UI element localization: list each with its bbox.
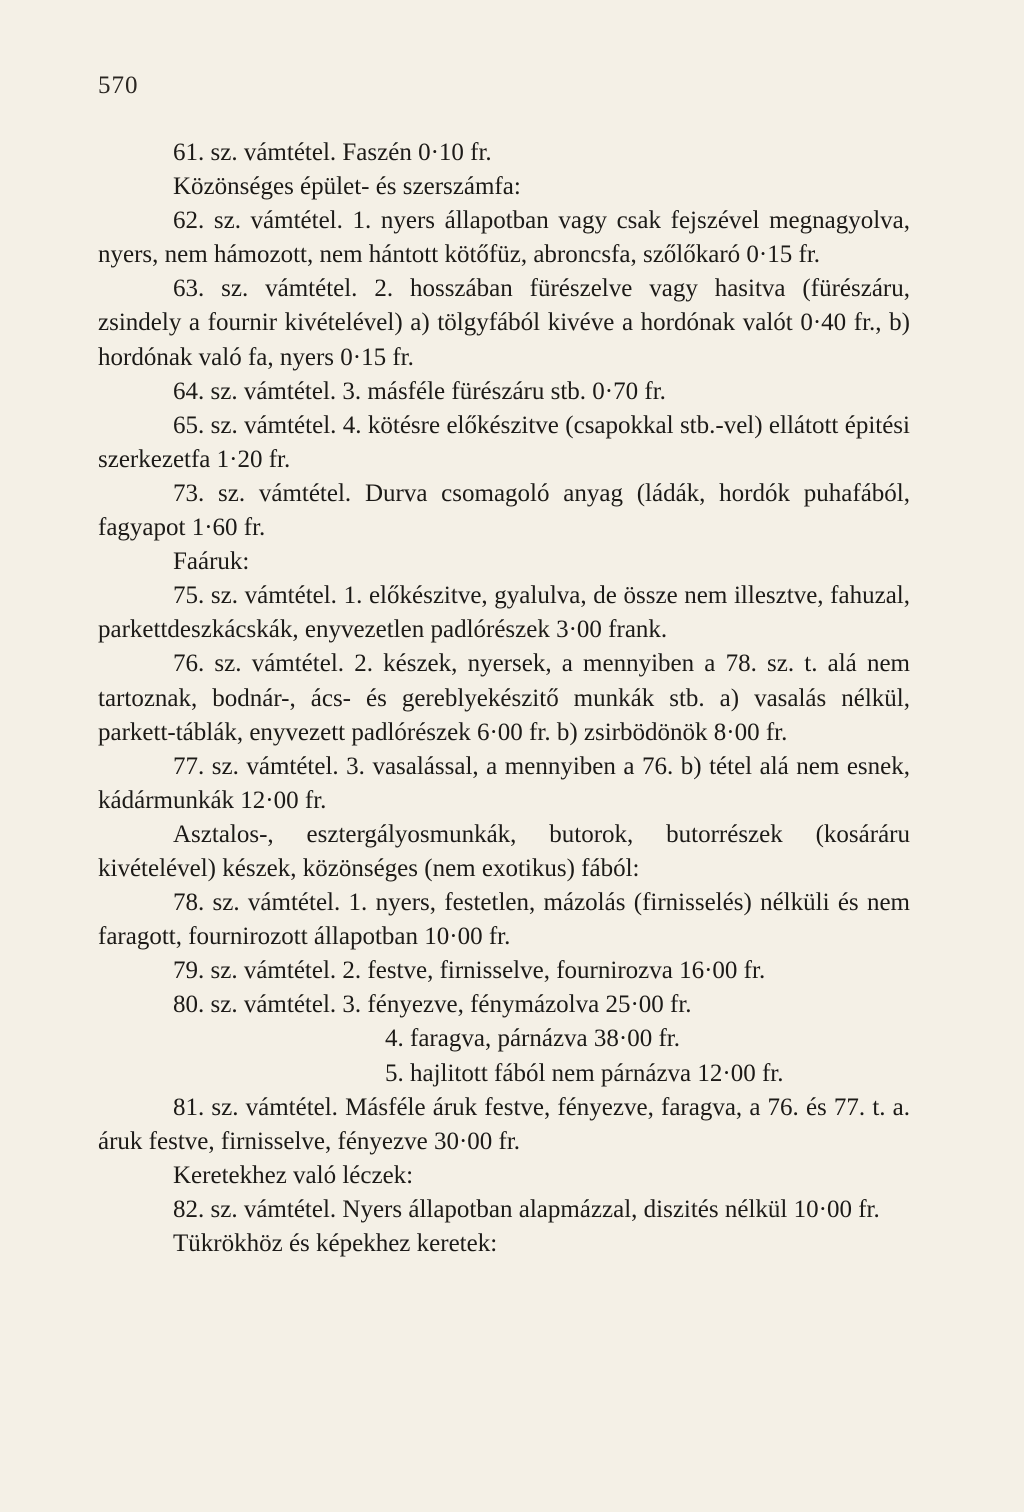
tariff-item-82: 82. sz. vámtétel. Nyers állapotban alapmázzal, diszités nélkül 10·00 fr. <box>173 1195 880 1223</box>
tariff-item-63: 63. sz. vámtétel. 2. hosszában fürészelve vagy hasitva (fürészáru, zsindely a fournir kivételével) a) tölgyfából kivéve a hordónak valót 0·40 fr., b) hordónak való fa, nyers 0·15 fr. <box>98 275 910 371</box>
document-body <box>98 136 910 1261</box>
tariff-item-80-sub-5: 5. hajlitott fából nem párnázva 12·00 fr. <box>385 1059 784 1087</box>
section-heading-building-timber: Közönséges épület- és szerszámfa: <box>173 173 521 201</box>
tariff-item-78: 78. sz. vámtétel. 1. nyers, festetlen, mázolás (firnisselés) nélküli és nem faragott, fournirozott állapotban 10·00 fr. <box>98 889 910 951</box>
page-number: 570 <box>98 72 139 99</box>
tariff-item-62: 62. sz. vámtétel. 1. nyers állapotban vagy csak fejszével megnagyolva, nyers, nem hámozott, nem hántott kötőfüz, abroncsfa, szőlőkaró 0·15 fr. <box>98 207 910 269</box>
tariff-item-80-sub-4: 4. faragva, párnázva 38·00 fr. <box>385 1025 680 1053</box>
tariff-item-76: 76. sz. vámtétel. 2. készek, nyersek, a mennyiben a 78. sz. t. alá nem tartoznak, bodnár-, ács- és gereblyekészitő munkák stb. a) vasalás nélkül, parkett-táblák, enyvezett padlórészek 6·00 fr. b) zsirbödönök 8·00 fr. <box>98 650 910 746</box>
section-heading-frame-laths: Keretekhez való léczek: <box>173 1161 414 1189</box>
tariff-item-73: 73. sz. vámtétel. Durva csomagoló anyag (ládák, hordók puhafából, fagyapot 1·60 fr. <box>98 479 910 542</box>
tariff-item-81: 81. sz. vámtétel. Másféle áruk festve, fényezve, faragva, a 76. és 77. t. a. áruk festve, firnisselve, fényezve 30·00 fr. <box>98 1093 910 1155</box>
section-heading-mirror-frames: Tükrökhöz és képekhez keretek: <box>173 1230 498 1257</box>
tariff-item-79: 79. sz. vámtétel. 2. festve, firnisselve, fournirozva 16·00 fr. <box>173 957 766 985</box>
tariff-item-80: 80. sz. vámtétel. 3. fényezve, fénymázolva 25·00 fr. <box>173 991 692 1019</box>
section-heading-wood-goods: Faáruk: <box>173 548 250 576</box>
tariff-item-64: 64. sz. vámtétel. 3. másféle fürészáru stb. 0·70 fr. <box>173 377 666 405</box>
tariff-item-65: 65. sz. vámtétel. 4. kötésre előkészitve (csapokkal stb.-vel) ellátott épitési szerkezetfa 1·20 fr. <box>98 411 910 473</box>
tariff-item-61: 61. sz. vámtétel. Faszén 0·10 fr. <box>173 139 492 166</box>
tariff-item-75: 75. sz. vámtétel. 1. előkészitve, gyalulva, de össze nem illesztve, fahuzal, parkettdeszkácskák, enyvezetlen padlórészek 3·00 frank. <box>98 582 910 644</box>
section-heading-furniture: Asztalos-, esztergályosmunkák, butorok, butorrészek (kosáráru kivételével) készek, közönséges (nem exotikus) fából: <box>98 820 910 882</box>
tariff-item-77: 77. sz. vámtétel. 3. vasalással, a mennyiben a 76. b) tétel alá nem esnek, kádármunkák 12·00 fr. <box>98 752 910 814</box>
